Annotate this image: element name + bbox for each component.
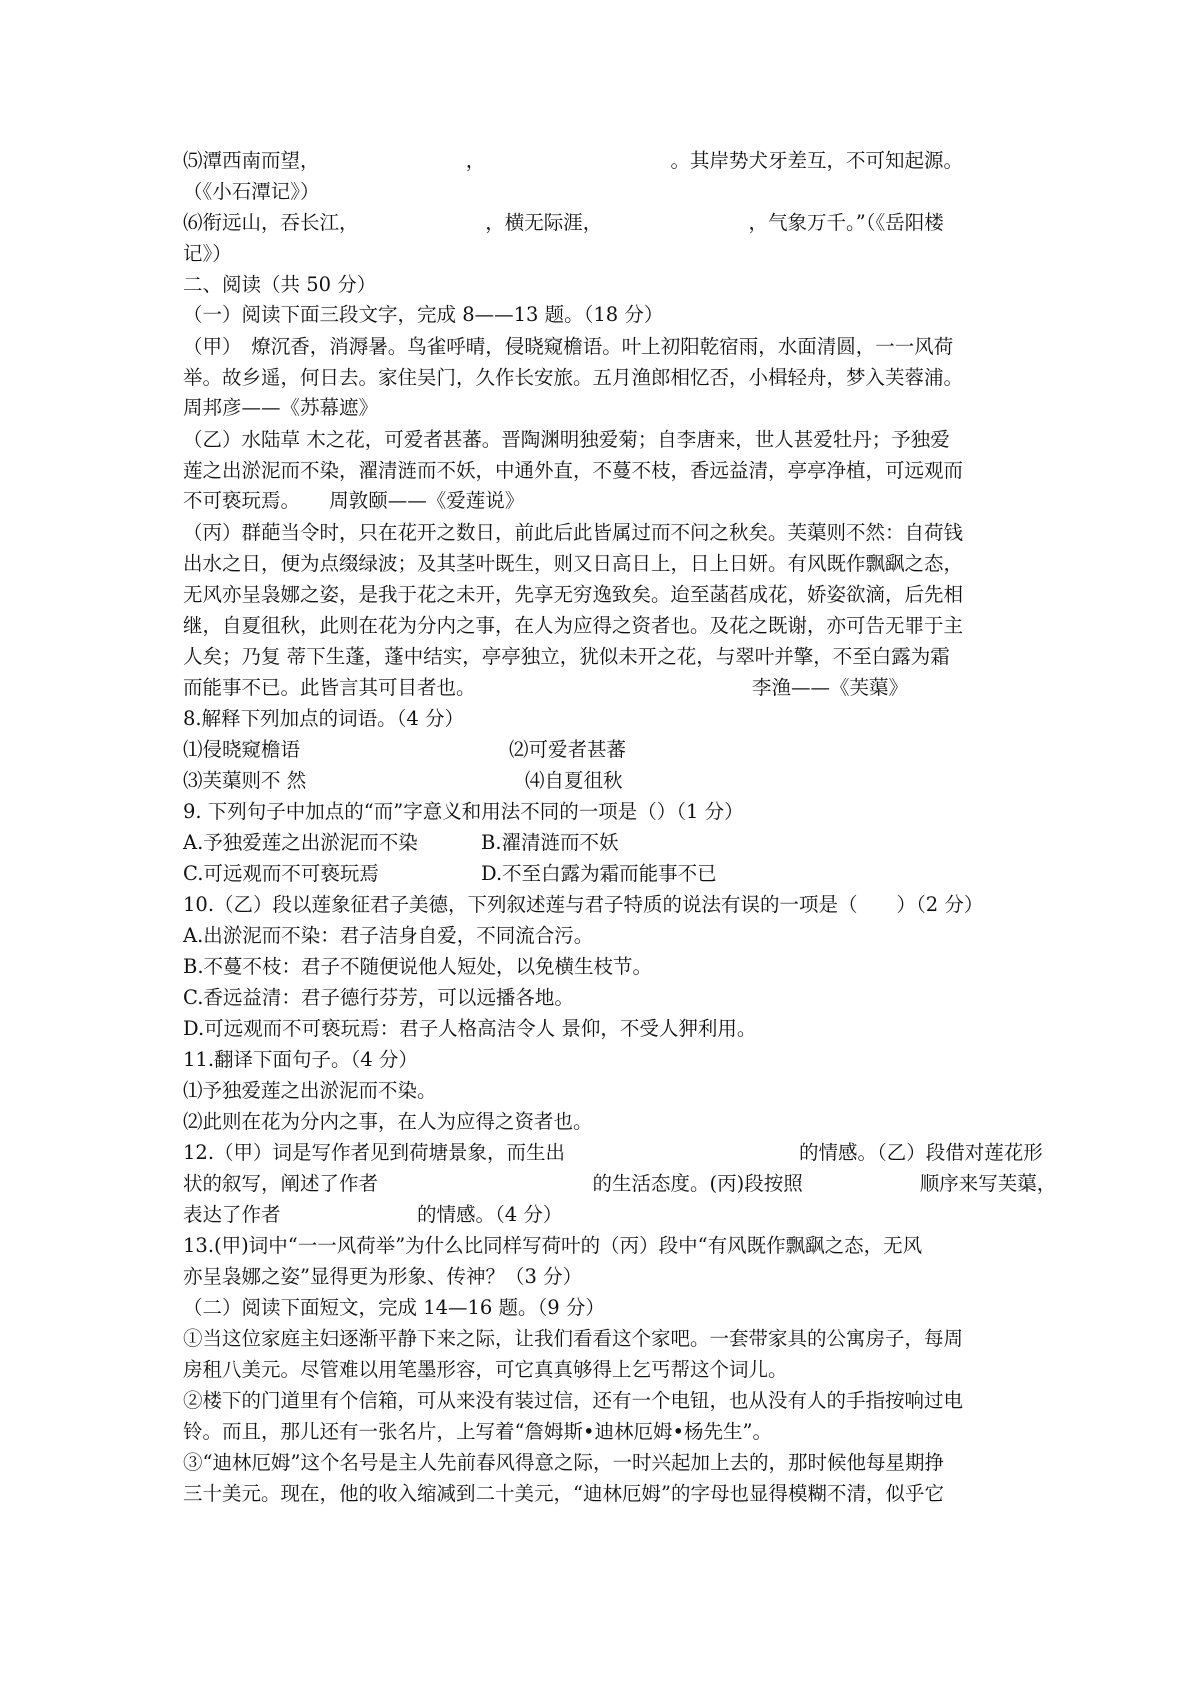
passage-bing-5: 人矣；乃复 蒂下生蓬，蓬中结实，亭亭独立，犹似未开之花，与翠叶并擎，不至白露为霜	[183, 645, 950, 668]
article-p2-b: 铃。而且，那儿还有一张名片，上写着“詹姆斯•迪林厄姆•杨先生”。	[183, 1420, 772, 1443]
question-9-options-cd	[183, 859, 1043, 889]
q10-option-b: B.不蔓不枝：君子不随便说他人短处，以免横生枝节。	[183, 955, 653, 978]
passage-jia-source: 周邦彦——《苏幕遮》	[183, 396, 379, 419]
article-p1-a: ①当这位家庭主妇逐渐平静下来之际，让我们看看这个家吧。一套带家具的公寓房子，每周	[183, 1327, 964, 1350]
line-q6-b: 记》）	[183, 242, 232, 265]
q8-item-2: ⑵可爱者甚蕃	[509, 738, 627, 761]
passage-bing-6	[183, 673, 1043, 703]
line-q5-b: （《小石潭记》）	[183, 180, 320, 203]
line-q6-a: ⑹衔远山，吞长江， ，横无际涯， ，气象万千。”（《岳阳楼	[183, 211, 944, 234]
article-p1-b: 房租八美元。尽管难以用笔墨形容，可它真真够得上乞丐帮这个词儿。	[183, 1358, 788, 1381]
q9-option-a: A.予独爱莲之出淤泥而不染	[183, 831, 418, 854]
q10-option-c: C.香远益清：君子德行芬芳，可以远播各地。	[183, 986, 574, 1009]
passage-bing-1: （丙）群葩当令时，只在花开之数日，前此后此皆属过而不问之秋矣。芙蕖则不然：自荷钱	[183, 521, 964, 544]
question-9-options-ab	[183, 828, 1043, 858]
question-12-b: 状的叙写，阐述了作者 的生活态度。(丙)段按照 顺序来写芙蕖，	[183, 1172, 1057, 1195]
question-8-items-a	[183, 735, 1043, 765]
q10-option-a: A.出淤泥而不染：君子洁身自爱，不同流合污。	[183, 924, 594, 947]
section-heading: 二、阅读（共 50 分）	[183, 273, 377, 296]
article-p3-b: 三十美元。现在，他的收入缩减到二十美元，“迪林厄姆”的字母也显得模糊不清，似乎它	[183, 1482, 944, 1505]
q10-option-d: D.可远观而不可亵玩焉：君子人格高洁令人 景仰，不受人狎利用。	[183, 1017, 757, 1040]
question-12-c: 表达了作者 的情感。（4 分）	[183, 1203, 563, 1226]
q8-item-4: ⑷自夏徂秋	[525, 769, 623, 792]
question-11: 11.翻译下面句子。（4 分）	[183, 1048, 418, 1071]
passage-bing-2: 出水之日，便为点缀绿波；及其茎叶既生，则又日高日上，日上日妍。有风既作飘飖之态，	[183, 552, 964, 575]
passage-jia-1: （甲） 燎沉香，消溽暑。鸟雀呼晴，侵晓窥檐语。叶上初阳乾宿雨，水面清圆，一一风荷	[183, 335, 954, 358]
q9-option-b: B.濯清涟而不妖	[481, 831, 619, 854]
q9-option-c: C.可远观而不可亵玩焉	[183, 862, 379, 885]
passage-jia-2: 举。故乡遥，何日去。家住吴门，久作长安旅。五月渔郎相忆否，小楫轻舟，梦入芙蓉浦。	[183, 366, 964, 389]
passage-yi-2: 莲之出淤泥而不染，濯清涟而不妖，中通外直，不蔓不枝，香远益清，亭亭净植，可远观而	[183, 459, 964, 482]
q8-item-1: ⑴侵晓窥檐语	[183, 738, 301, 761]
q8-item-3: ⑶芙蕖则不 然	[183, 769, 307, 792]
line-q5-a: ⑸潭西南而望， ， 。其岸势犬牙差互，不可知起源。	[183, 149, 964, 172]
passage-bing-source: 李渔——《芙蕖》	[751, 676, 908, 699]
question-8-items-b	[183, 766, 1043, 796]
q9-option-d: D.不至白露为霜而能事不已	[481, 862, 717, 885]
passage-bing-4: 继，自夏徂秋，此则在花为分内之事，在人为应得之资者也。及花之既谢，亦可告无罪于主	[183, 614, 964, 637]
passage-bing-6-text: 而能事不已。此皆言其可目者也。	[183, 676, 476, 699]
question-13-a: 13.(甲)词中“一一风荷举”为什么比同样写荷叶的（丙）段中“有风既作飘飖之态，无风	[183, 1234, 923, 1257]
question-13-b: 亦呈袅娜之姿”显得更为形象、传神？（3 分）	[183, 1265, 583, 1288]
question-8: 8.解释下列加点的词语。（4 分）	[183, 707, 464, 730]
passage-yi-3: 不可亵玩焉。 周敦颐——《爱莲说》	[183, 489, 525, 512]
article-p2-a: ②楼下的门道里有个信箱，可从来没有装过信，还有一个电钮，也从没有人的手指按响过电	[183, 1389, 964, 1412]
passage-bing-3: 无风亦呈袅娜之姿，是我于花之未开，先享无穷逸致矣。迨至菡萏成花，娇姿欲滴，后先相	[183, 583, 964, 606]
q11-item-2: ⑵此则在花为分内之事，在人为应得之资者也。	[183, 1110, 593, 1133]
q11-item-1: ⑴予独爱莲之出淤泥而不染。	[183, 1079, 437, 1102]
passage-yi-1: （乙）水陆草 木之花，可爱者甚蕃。晋陶渊明独爱菊；自李唐来，世人甚爱牡丹；予独爱	[183, 428, 950, 451]
subsection-heading-2: （二）阅读下面短文，完成 14—16 题。（9 分）	[183, 1296, 605, 1319]
article-p3-a: ③“迪林厄姆”这个名号是主人先前春风得意之际，一时兴起加上去的，那时候他每星期挣	[183, 1451, 944, 1474]
question-9: 9. 下列句子中加点的“而”字意义和用法不同的一项是（）（1 分）	[183, 800, 744, 823]
question-10: 10.（乙）段以莲象征君子美德，下列叙述莲与君子特质的说法有误的一项是（ ）（2 分）	[183, 893, 984, 916]
question-12-a: 12.（甲）词是写作者见到荷塘景象，而生出 的情感。（乙）段借对莲花形	[183, 1141, 1043, 1164]
subsection-heading-1: （一）阅读下面三段文字，完成 8——13 题。（18 分）	[183, 303, 664, 326]
